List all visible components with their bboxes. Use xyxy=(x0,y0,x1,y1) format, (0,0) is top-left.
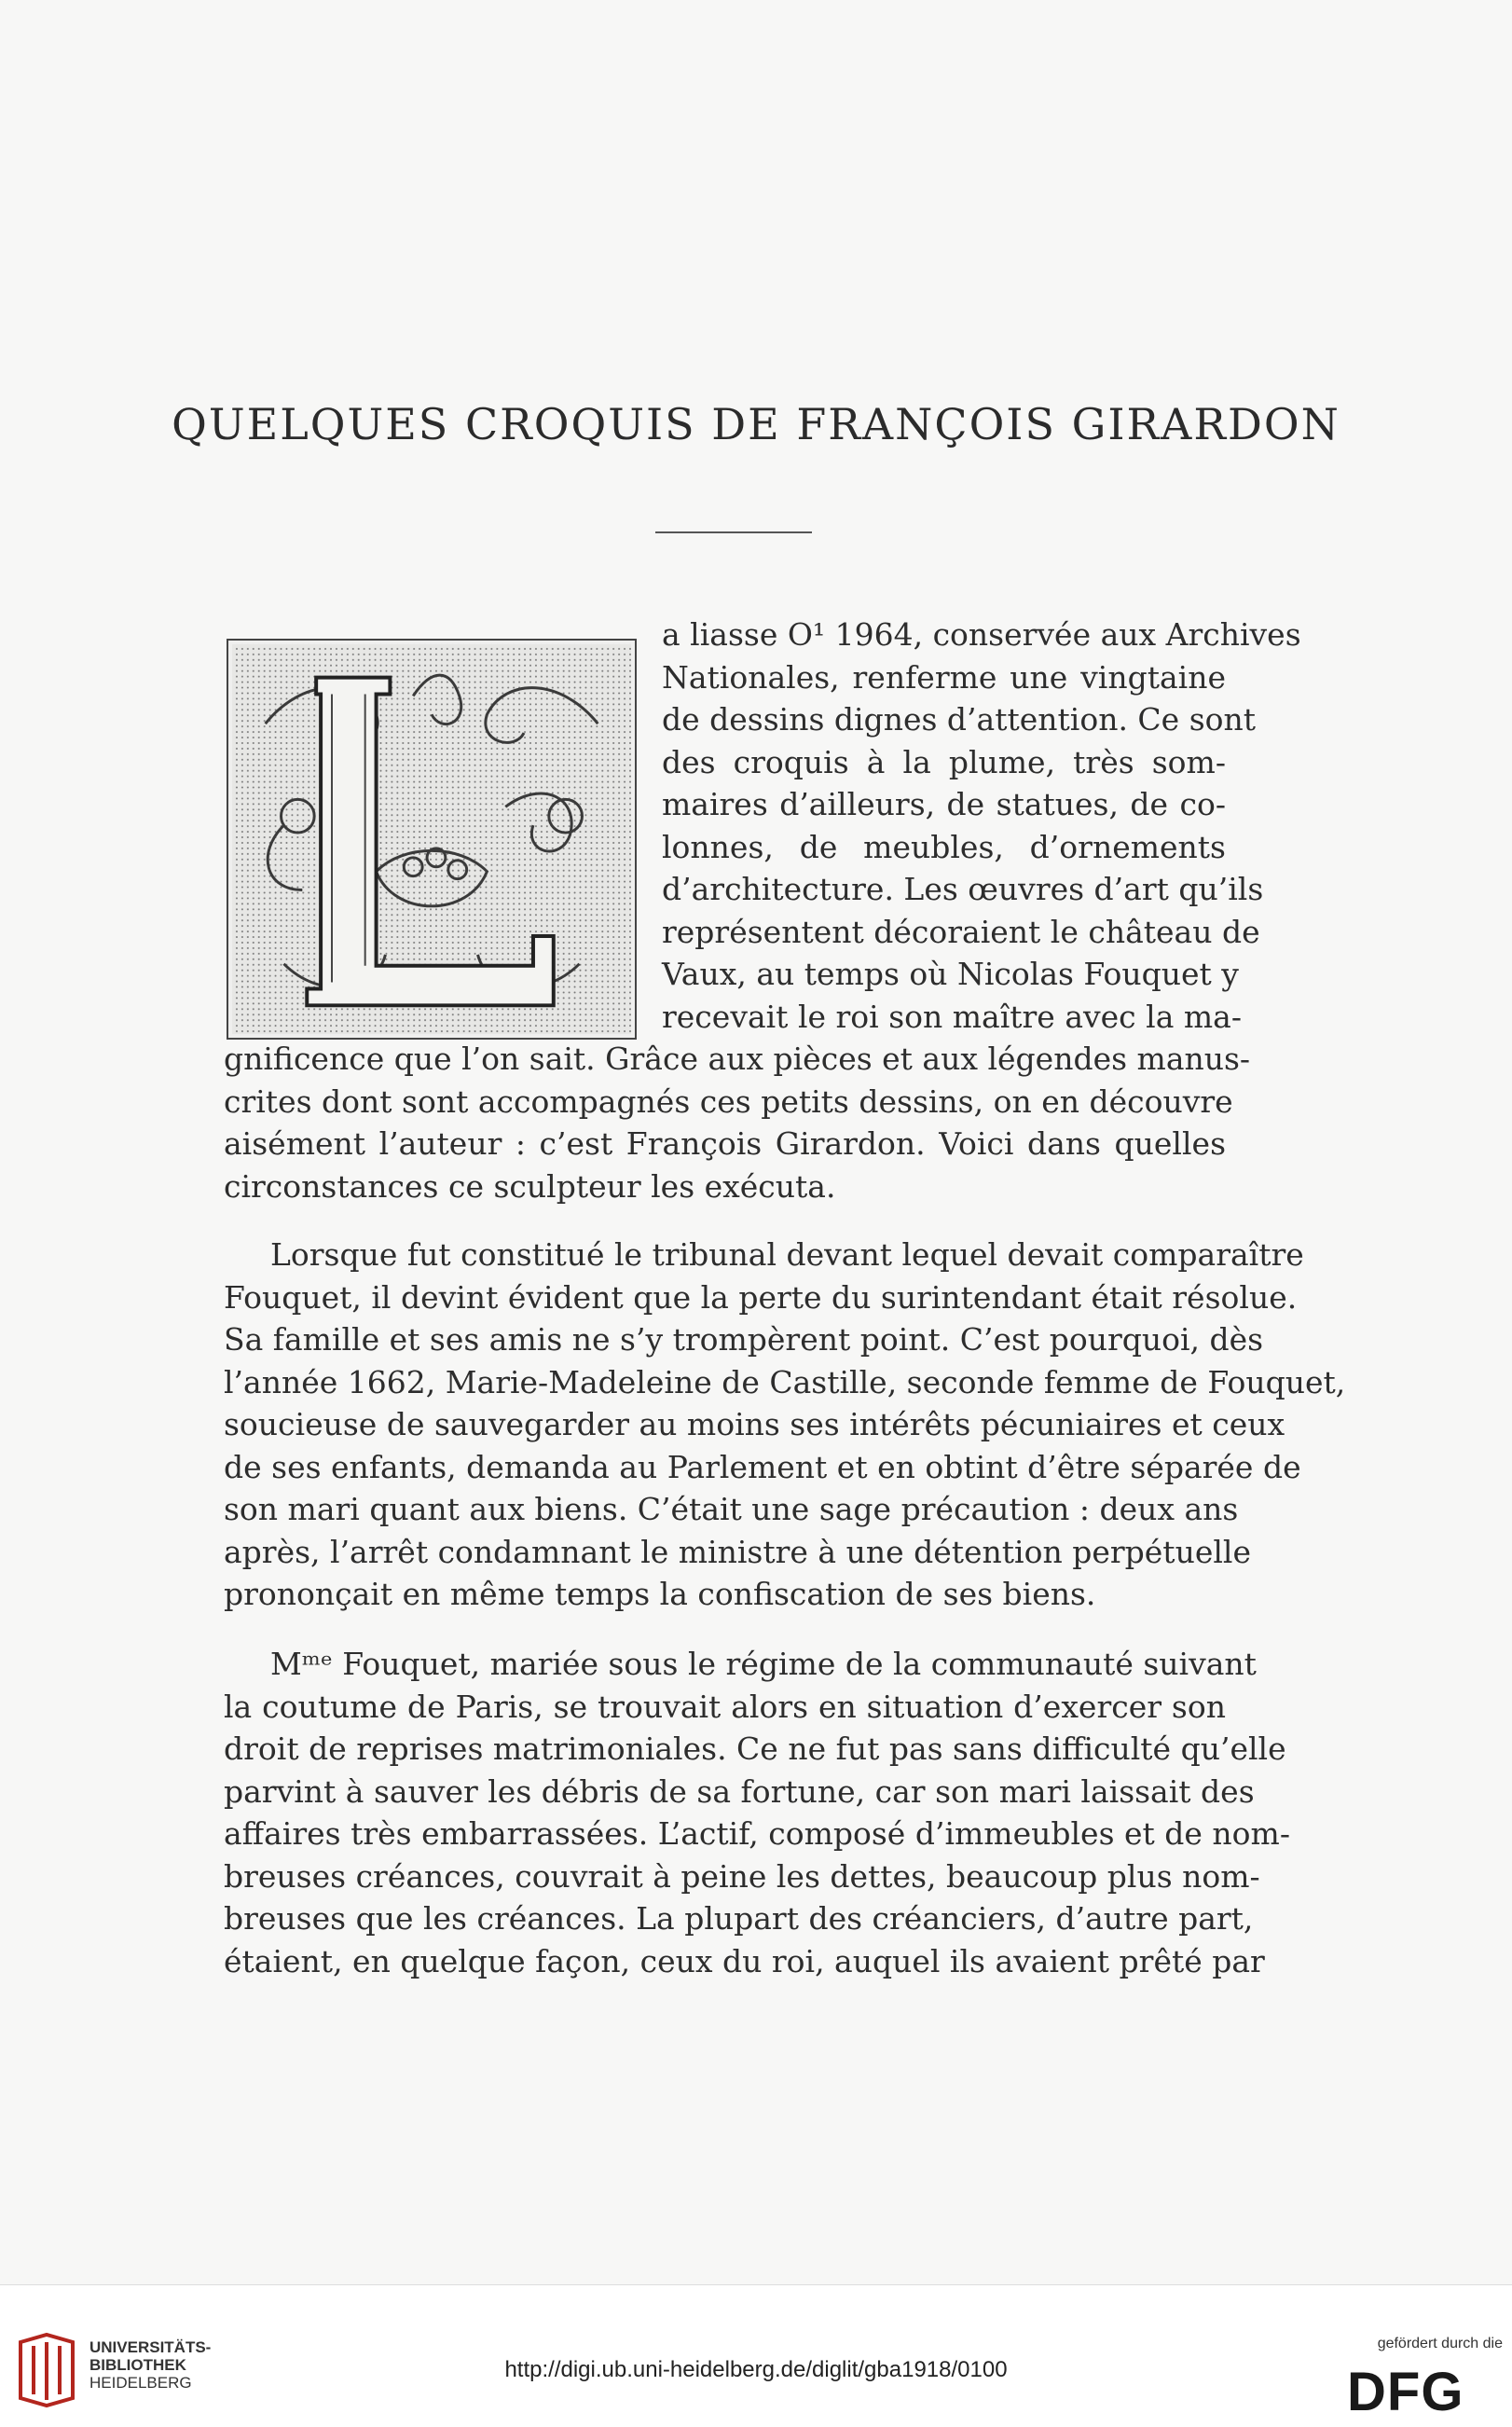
text-line: breuses créances, couvrait à peine les dettes, beaucoup plus nom- xyxy=(224,1857,1260,1895)
text-line: circonstances ce sculpteur les exécuta. xyxy=(224,1167,836,1205)
text-line: affaires très embarrassées. L’actif, composé d’immeubles et de nom- xyxy=(224,1815,1290,1852)
text-line: prononçait en même temps la confiscation de ses biens. xyxy=(224,1576,1096,1612)
text-line: Sa famille et ses amis ne s’y trompèrent point. C’est pourquoi, dès xyxy=(224,1321,1264,1358)
text-line: maires d’ailleurs, de statues, de co- xyxy=(662,786,1226,822)
paragraph-1 xyxy=(224,614,1301,1207)
dfg-logo: DFG xyxy=(1347,2362,1464,2422)
text-line: parvint à sauver les débris de sa fortune, car son mari laissait des xyxy=(224,1772,1255,1810)
text-line: Mᵐᵉ Fouquet, mariée sous le régime de la communauté suivant xyxy=(270,1646,1257,1682)
text-line: d’architecture. Les œuvres d’art qu’ils xyxy=(662,871,1264,907)
text-line: de ses enfants, demanda au Parlement et en obtint d’être séparée de xyxy=(224,1448,1301,1485)
paragraph-2 xyxy=(224,1234,1346,1616)
library-line: BIBLIOTHEK xyxy=(89,2356,186,2374)
text-line: a liasse O¹ 1964, conservée aux Archives xyxy=(662,616,1301,653)
funded-by-label: gefördert durch die xyxy=(1377,2336,1503,2351)
text-line: l’année 1662, Marie-Madeleine de Castille, seconde femme de Fouquet, xyxy=(224,1363,1346,1400)
text-line: Nationales, renferme une vingtaine xyxy=(662,658,1226,696)
text-line: gnificence que l’on sait. Grâce aux pièces et aux légendes manus- xyxy=(224,1041,1251,1077)
text-line: Vaux, au temps où Nicolas Fouquet y xyxy=(662,956,1239,992)
source-url-link[interactable]: http://digi.ub.uni-heidelberg.de/diglit/gba1918/0100 xyxy=(504,2357,1008,2382)
text-line: crites dont sont accompagnés ces petits dessins, on en découvre xyxy=(224,1082,1233,1120)
text-line: droit de reprises matrimoniales. Ce ne fut pas sans difficulté qu’elle xyxy=(224,1731,1286,1767)
text-line: de dessins dignes d’attention. Ce sont xyxy=(662,701,1257,738)
text-line: Fouquet, il devint évident que la perte du surintendant était résolue. xyxy=(224,1278,1298,1316)
text-line: des croquis à la plume, très som- xyxy=(662,743,1226,780)
text-line: étaient, en quelque façon, ceux du roi, auquel ils avaient prêté par xyxy=(224,1942,1265,1979)
library-line: UNIVERSITÄTS- xyxy=(89,2338,212,2356)
title-rule xyxy=(655,531,812,533)
paragraph-3 xyxy=(224,1643,1290,1982)
text-line: Lorsque fut constitué le tribunal devant lequel devait comparaître xyxy=(270,1236,1304,1273)
digitization-footer xyxy=(0,2284,1512,2427)
text-line: soucieuse de sauvegarder au moins ses intérêts pécuniaires et ceux xyxy=(224,1406,1285,1442)
text-line: lonnes, de meubles, d’ornements xyxy=(662,828,1226,865)
text-line: aisément l’auteur : c’est François Girardon. Voici dans quelles xyxy=(224,1125,1226,1162)
text-line: son mari quant aux biens. C’était une sage précaution : deux ans xyxy=(224,1491,1239,1527)
library-line: HEIDELBERG xyxy=(89,2374,192,2392)
text-line: recevait le roi son maître avec la ma- xyxy=(662,998,1242,1035)
text-line: la coutume de Paris, se trouvait alors en situation d’exercer son xyxy=(224,1688,1226,1725)
article-title: QUELQUES CROQUIS DE FRANÇOIS GIRARDON xyxy=(172,399,1340,449)
text-line: après, l’arrêt condamnant le ministre à une détention perpétuelle xyxy=(224,1533,1251,1570)
text-line: représentent décoraient le château de xyxy=(662,913,1260,950)
text-line: breuses que les créances. La plupart des créanciers, d’autre part, xyxy=(224,1900,1254,1937)
